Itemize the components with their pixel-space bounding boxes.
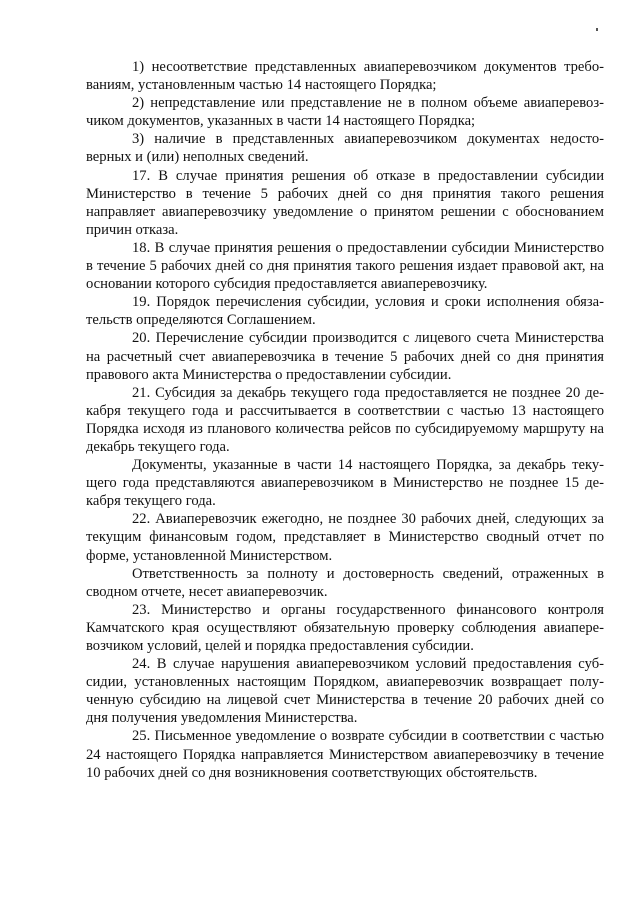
paragraph-clause-1: 1) несоответствие представленных авиаперевозчиком документов требованиям, установленным частью 14 настоящего Порядка;: [86, 59, 604, 94]
paragraph-20: 20. Перечисление субсидии производится с лицевого счета Министерства на расчетный счет авиаперевозчика в течение 5 рабочих дней со дня принятия правового акта Министерства о предоставлении субсидии.: [86, 330, 604, 383]
document-body: [86, 58, 604, 782]
paragraph-18: 18. В случае принятия решения о предоставлении субсидии Министерство в течение 5 рабочих дней со дня принятия такого решения издает правовой акт, на основании которого субсидия предоставляется авиаперевозчику.: [86, 239, 604, 293]
paragraph-21-documents: Документы, указанные в части 14 настоящего Порядка, за декабрь текущего года представляются авиаперевозчиком в Министерство не позднее 15 декабря текущего года.: [86, 457, 604, 510]
paragraph-17: 17. В случае принятия решения об отказе в предоставлении субсидии Министерство в течение 5 рабочих дней со дня принятия такого решения направляет авиаперевозчику уведомление о принятом решении с обоснованием причин отказа.: [86, 167, 604, 238]
paragraph-24: 24. В случае нарушения авиаперевозчиком условий предоставления субсидии, установленных настоящим Порядком, авиаперевозчик возвращает полученную субсидию на лицевой счет Министерства в течение 20 рабочих дней со дня получения уведомления Министерства.: [86, 656, 604, 727]
paragraph-21: 21. Субсидия за декабрь текущего года предоставляется не позднее 20 декабря текущего года и рассчитывается в соответствии с частью 13 настоящего Порядка исходя из планового количества рейсов по субсидируемому маршруту на декабрь текущего года.: [86, 384, 604, 455]
paragraph-clause-2: 2) непредставление или представление не в полном объеме авиаперевозчиком документов, указанных в части 14 настоящего Порядка;: [86, 95, 604, 130]
paragraph-clause-3: 3) наличие в представленных авиаперевозчиком документах недостоверных и (или) неполных сведений.: [86, 131, 604, 166]
scan-mark: [596, 28, 598, 31]
paragraph-22-responsibility: Ответственность за полноту и достоверность сведений, отраженных в сводном отчете, несет авиаперевозчик.: [86, 565, 604, 600]
paragraph-23: 23. Министерство и органы государственного финансового контроля Камчатского края осуществляют обязательную проверку соблюдения авиаперевозчиком условий, целей и порядка предоставления субсидии.: [86, 601, 604, 654]
paragraph-19: 19. Порядок перечисления субсидии, условия и сроки исполнения обязательств определяются Соглашением.: [86, 294, 604, 329]
paragraph-22: 22. Авиаперевозчик ежегодно, не позднее 30 рабочих дней, следующих за текущим финансовым годом, представляет в Министерство сводный отчет по форме, установленной Министерством.: [86, 511, 604, 564]
paragraph-25: 25. Письменное уведомление о возврате субсидии в соответствии с частью 24 настоящего Порядка направляется Министерством авиаперевозчику в течение 10 рабочих дней со дня возникновения соответствующих обстоятельств.: [86, 728, 604, 781]
